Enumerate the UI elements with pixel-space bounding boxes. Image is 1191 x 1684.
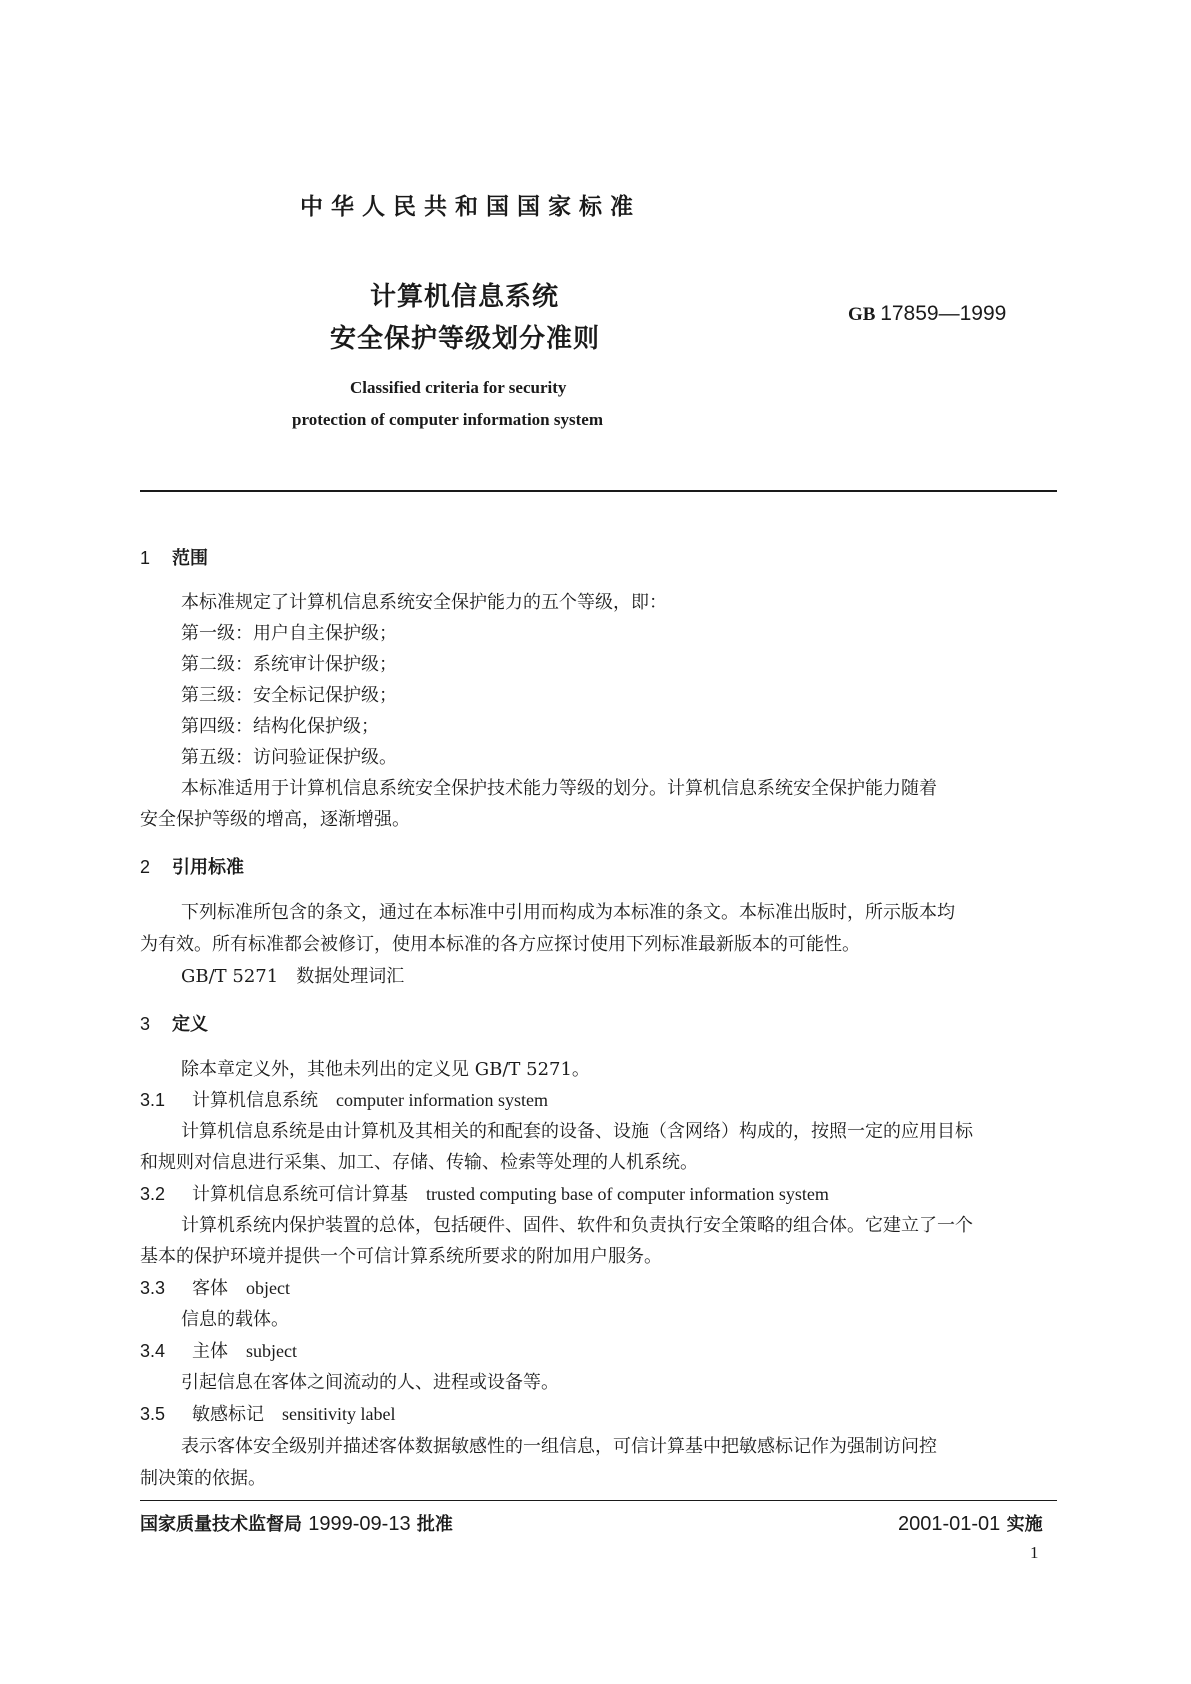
gb-prefix: GB <box>848 304 876 325</box>
chinese-title-line2: 安全保护等级划分准则 <box>330 324 601 354</box>
issuer: 国家质量技术监督局 <box>140 1514 302 1535</box>
definition-heading-3-3 <box>140 1274 290 1300</box>
page-number: 1 <box>1030 1543 1039 1562</box>
paragraph-line: 表示客体安全级别并描述客体数据敏感性的一组信息，可信计算基中把敏感标记作为强制访问控 <box>181 1436 937 1457</box>
paragraph-line: 下列标准所包含的条文，通过在本标准中引用而构成为本标准的条文。本标准出版时，所示版本均 <box>181 902 955 923</box>
definition-term: 计算机信息系统可信计算基 <box>192 1184 408 1205</box>
standard-number <box>848 302 1006 326</box>
paragraph-line: 基本的保护环境并提供一个可信计算系统所要求的附加用户服务。 <box>140 1246 662 1267</box>
paragraph-line: 和规则对信息进行采集、加工、存储、传输、检索等处理的人机系统。 <box>140 1152 698 1173</box>
paragraph-line: 本标准适用于计算机信息系统安全保护技术能力等级的划分。计算机信息系统安全保护能力随着 <box>181 778 937 799</box>
definition-english: object <box>246 1278 290 1298</box>
paragraph-line: 信息的载体。 <box>181 1309 289 1330</box>
english-title-line2: protection of computer information system <box>292 410 603 429</box>
paragraph-line: 计算机系统内保护装置的总体，包括硬件、固件、软件和负责执行安全策略的组合体。它建立了一个 <box>181 1215 973 1236</box>
paragraph-line: 除本章定义外，其他未列出的定义见 GB/T 5271。 <box>181 1059 590 1080</box>
section-heading-3 <box>140 1010 208 1036</box>
paragraph-line: 计算机信息系统是由计算机及其相关的和配套的设备、设施（含网络）构成的，按照一定的应用目标 <box>181 1121 973 1142</box>
paragraph-line: 第一级：用户自主保护级； <box>181 623 397 644</box>
definition-number: 3.2 <box>140 1184 166 1204</box>
paragraph-line: 安全保护等级的增高，逐渐增强。 <box>140 809 410 830</box>
paragraph-line: 第五级：访问验证保护级。 <box>181 747 397 768</box>
section-number: 1 <box>140 548 151 568</box>
section-heading-2 <box>140 853 244 879</box>
header-divider <box>140 490 1057 492</box>
reference-line: GB/T 5271 数据处理词汇 <box>181 966 405 987</box>
definition-number: 3.5 <box>140 1404 166 1424</box>
definition-heading-3-2 <box>140 1180 829 1206</box>
effective-info <box>898 1510 1043 1536</box>
definition-number: 3.4 <box>140 1341 166 1361</box>
definition-english: trusted computing base of computer information system <box>426 1184 829 1204</box>
paragraph-line: 第三级：安全标记保护级； <box>181 685 397 706</box>
definition-english: computer information system <box>336 1090 548 1110</box>
effective-date: 2001-01-01 <box>898 1513 1001 1535</box>
paragraph-line: 制决策的依据。 <box>140 1468 266 1489</box>
definition-term: 主体 <box>192 1341 228 1362</box>
gb-number: 17859—1999 <box>880 302 1007 325</box>
definition-term: 计算机信息系统 <box>192 1090 318 1111</box>
section-title: 定义 <box>172 1014 208 1035</box>
definition-english: subject <box>246 1341 297 1361</box>
english-title-line1: Classified criteria for security <box>350 378 567 397</box>
section-number: 3 <box>140 1014 151 1034</box>
paragraph-line: 第四级：结构化保护级； <box>181 716 379 737</box>
paragraph-line: 引起信息在客体之间流动的人、进程或设备等。 <box>181 1372 559 1393</box>
footer-divider <box>140 1500 1057 1501</box>
definition-english: sensitivity label <box>282 1404 396 1424</box>
definition-term: 敏感标记 <box>192 1404 264 1425</box>
paragraph-line: 为有效。所有标准都会被修订，使用本标准的各方应探讨使用下列标准最新版本的可能性。 <box>140 934 860 955</box>
approval-info <box>140 1510 453 1536</box>
paragraph-line: 本标准规定了计算机信息系统安全保护能力的五个等级，即： <box>181 592 667 613</box>
section-title: 范围 <box>172 548 208 569</box>
section-heading-1 <box>140 544 208 570</box>
section-title: 引用标准 <box>172 857 244 878</box>
definition-number: 3.1 <box>140 1090 166 1110</box>
effective-label: 实施 <box>1006 1514 1043 1535</box>
definition-heading-3-1 <box>140 1086 548 1112</box>
definition-heading-3-4 <box>140 1337 297 1363</box>
chinese-title-line1: 计算机信息系统 <box>370 282 560 312</box>
national-standard-heading: 中华人民共和国国家标准 <box>300 194 641 220</box>
approve-date: 1999-09-13 <box>308 1513 411 1535</box>
paragraph-line: 第二级：系统审计保护级； <box>181 654 397 675</box>
approve-label: 批准 <box>416 1514 453 1535</box>
definition-term: 客体 <box>192 1278 228 1299</box>
definition-number: 3.3 <box>140 1278 166 1298</box>
definition-heading-3-5 <box>140 1400 395 1426</box>
section-number: 2 <box>140 857 151 877</box>
